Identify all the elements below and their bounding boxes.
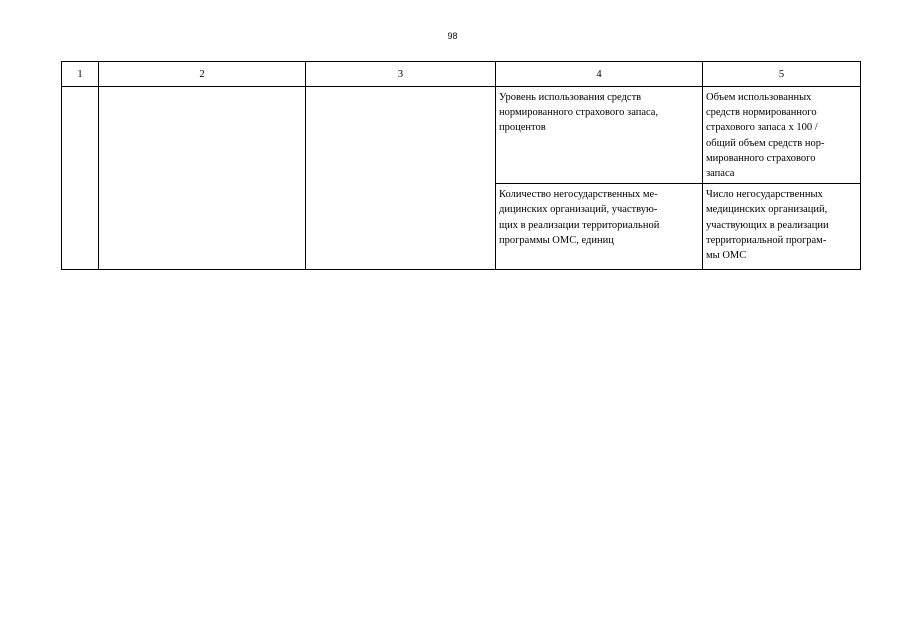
column-header-5: 5 <box>703 62 861 87</box>
row-cell-col3 <box>306 87 496 270</box>
cell-line: процентов <box>499 122 546 134</box>
cell-line: дицинских организаций, участвую- <box>499 204 658 216</box>
column-header-3: 3 <box>306 62 496 87</box>
indicator-cell <box>496 184 703 270</box>
cell-line: Количество негосударственных ме- <box>499 189 658 201</box>
column-header-4: 4 <box>496 62 703 87</box>
page-number: 98 <box>447 31 458 41</box>
data-table <box>61 61 861 270</box>
formula-cell <box>703 87 861 184</box>
cell-line: Уровень использования средств <box>499 92 642 103</box>
cell-line: общий объем средств нор- <box>706 137 825 149</box>
cell-line: мированного страхового <box>706 152 816 164</box>
cell-line: мы ОМС <box>706 250 747 262</box>
cell-line: Число негосударственных <box>706 189 823 201</box>
cell-line: Объем использованных <box>706 92 812 103</box>
cell-line: страхового запаса x 100 / <box>706 122 818 134</box>
cell-line: территориальной програм- <box>706 234 827 246</box>
cell-line: участвующих в реализации <box>706 219 829 231</box>
cell-line: медицинских организаций, <box>706 204 828 216</box>
table-row <box>62 87 861 184</box>
cell-line: запаса <box>706 168 735 180</box>
cell-line: щих в реализации территориальной <box>499 219 660 231</box>
indicator-cell <box>496 87 703 184</box>
row-cell-col2 <box>99 87 306 270</box>
cell-line: программы ОМС, единиц <box>499 234 614 246</box>
row-cell-col1 <box>62 87 99 270</box>
cell-line: средств нормированного <box>706 107 817 119</box>
column-header-2: 2 <box>99 62 306 87</box>
column-header-1: 1 <box>62 62 99 87</box>
formula-cell <box>703 184 861 270</box>
cell-line: нормированного страхового запаса, <box>499 107 659 119</box>
header-row <box>62 62 861 87</box>
